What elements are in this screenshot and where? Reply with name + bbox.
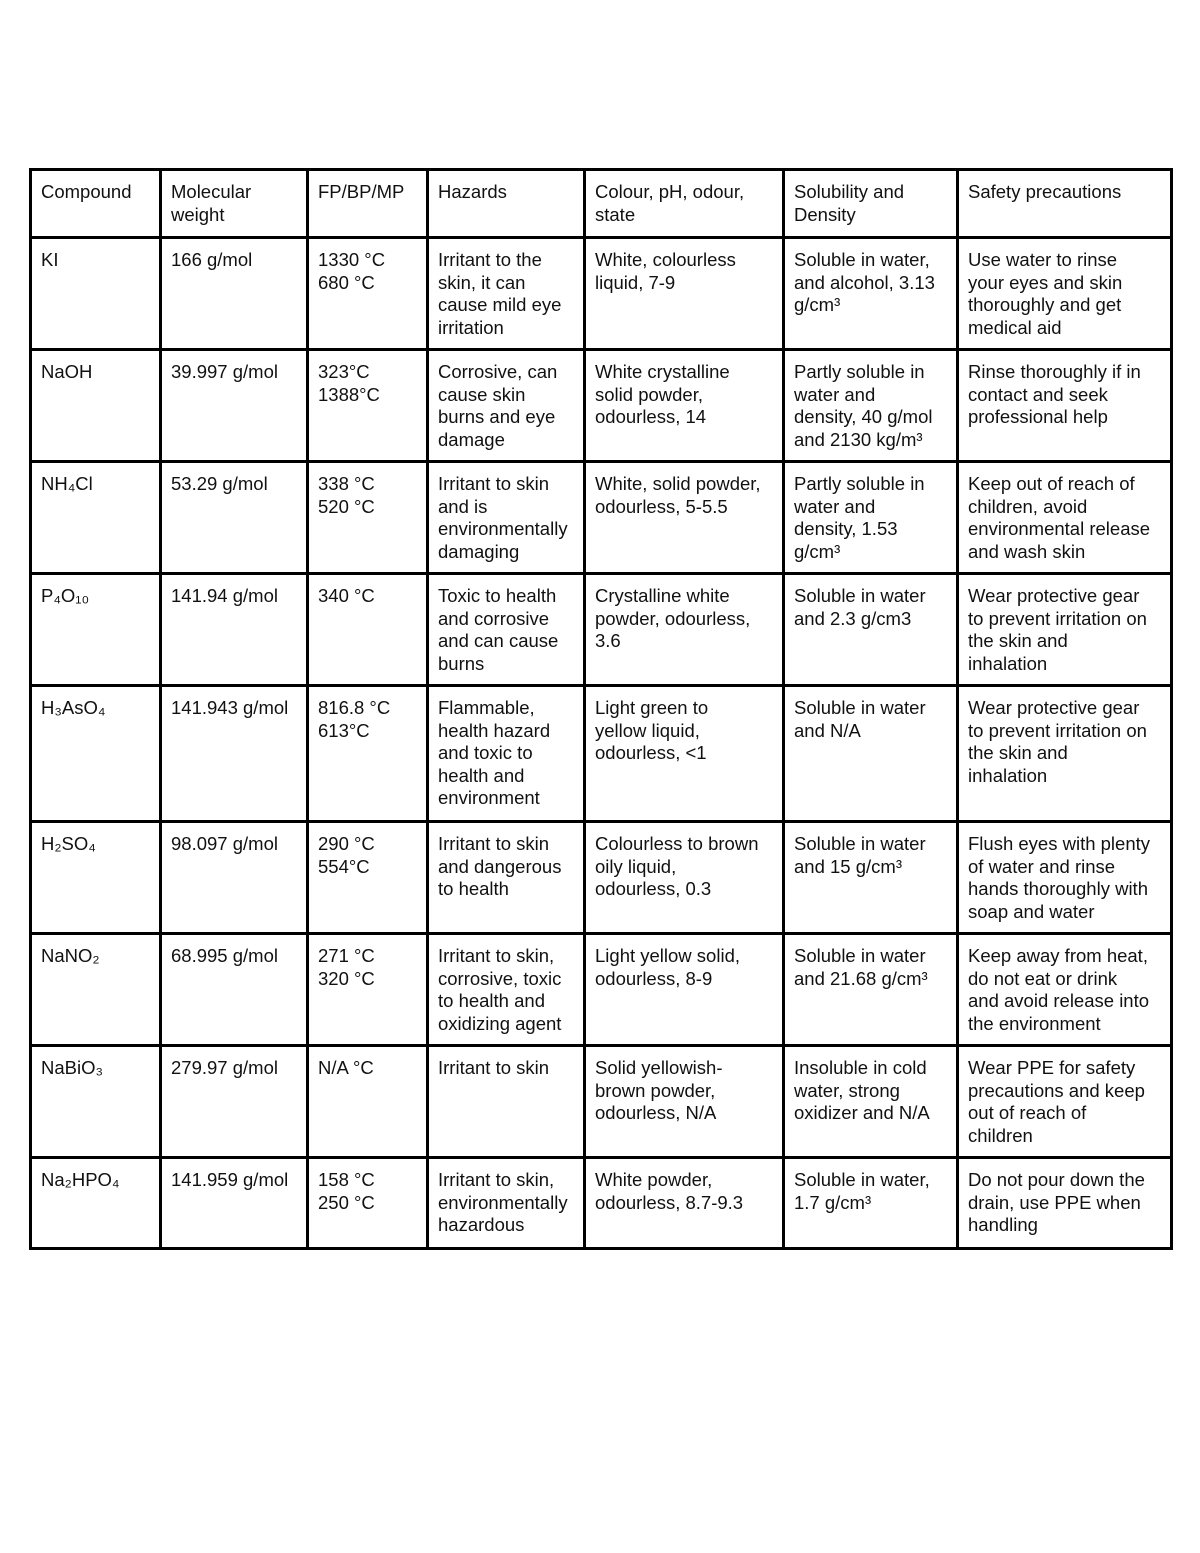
cell-fp-bp-mp: 340 °C bbox=[308, 574, 428, 686]
table-row bbox=[31, 934, 1172, 1046]
cell-colour-ph-odour-state: Light green to yellow liquid, odourless, <1 bbox=[585, 686, 784, 822]
header-compound: Compound bbox=[31, 170, 161, 238]
cell-fp-bp-mp: 290 °C 554°C bbox=[308, 822, 428, 934]
cell-compound: KI bbox=[31, 238, 161, 350]
cell-compound: H₃AsO₄ bbox=[31, 686, 161, 822]
cell-colour-ph-odour-state: Light yellow solid, odourless, 8-9 bbox=[585, 934, 784, 1046]
cell-molecular-weight: 53.29 g/mol bbox=[161, 462, 308, 574]
header-safety-precautions: Safety precautions bbox=[958, 170, 1172, 238]
cell-fp-bp-mp: 816.8 °C 613°C bbox=[308, 686, 428, 822]
cell-molecular-weight: 98.097 g/mol bbox=[161, 822, 308, 934]
cell-hazards: Toxic to health and corrosive and can cause burns bbox=[428, 574, 585, 686]
table-row bbox=[31, 1158, 1172, 1249]
table-header-row bbox=[31, 170, 1172, 238]
cell-safety-precautions: Do not pour down the drain, use PPE when handling bbox=[958, 1158, 1172, 1249]
cell-safety-precautions: Flush eyes with plenty of water and rinse hands thoroughly with soap and water bbox=[958, 822, 1172, 934]
cell-safety-precautions: Rinse thoroughly if in contact and seek professional help bbox=[958, 350, 1172, 462]
cell-compound: Na₂HPO₄ bbox=[31, 1158, 161, 1249]
cell-hazards: Irritant to skin and dangerous to health bbox=[428, 822, 585, 934]
cell-solubility-density: Soluble in water and N/A bbox=[784, 686, 958, 822]
cell-fp-bp-mp: 158 °C 250 °C bbox=[308, 1158, 428, 1249]
cell-colour-ph-odour-state: Crystalline white powder, odourless, 3.6 bbox=[585, 574, 784, 686]
cell-molecular-weight: 68.995 g/mol bbox=[161, 934, 308, 1046]
cell-fp-bp-mp: N/A °C bbox=[308, 1046, 428, 1158]
header-solubility-density: Solubility and Density bbox=[784, 170, 958, 238]
chemical-safety-table bbox=[29, 168, 1173, 1250]
cell-hazards: Corrosive, can cause skin burns and eye damage bbox=[428, 350, 585, 462]
cell-colour-ph-odour-state: Solid yellowish- brown powder, odourless, N/A bbox=[585, 1046, 784, 1158]
table-row bbox=[31, 574, 1172, 686]
header-colour-ph-odour-state: Colour, pH, odour, state bbox=[585, 170, 784, 238]
table-row bbox=[31, 350, 1172, 462]
cell-hazards: Irritant to skin, environmentally hazardous bbox=[428, 1158, 585, 1249]
cell-compound: NaNO₂ bbox=[31, 934, 161, 1046]
cell-compound: NaOH bbox=[31, 350, 161, 462]
table-row bbox=[31, 1046, 1172, 1158]
cell-solubility-density: Soluble in water and 21.68 g/cm³ bbox=[784, 934, 958, 1046]
cell-solubility-density: Soluble in water and 2.3 g/cm3 bbox=[784, 574, 958, 686]
header-hazards: Hazards bbox=[428, 170, 585, 238]
header-fp-bp-mp: FP/BP/MP bbox=[308, 170, 428, 238]
cell-compound: NaBiO₃ bbox=[31, 1046, 161, 1158]
cell-colour-ph-odour-state: White crystalline solid powder, odourless, 14 bbox=[585, 350, 784, 462]
cell-safety-precautions: Wear PPE for safety precautions and keep out of reach of children bbox=[958, 1046, 1172, 1158]
table-row bbox=[31, 462, 1172, 574]
cell-fp-bp-mp: 338 °C 520 °C bbox=[308, 462, 428, 574]
cell-solubility-density: Soluble in water and 15 g/cm³ bbox=[784, 822, 958, 934]
table-row bbox=[31, 822, 1172, 934]
cell-solubility-density: Insoluble in cold water, strong oxidizer and N/A bbox=[784, 1046, 958, 1158]
cell-solubility-density: Soluble in water, and alcohol, 3.13 g/cm³ bbox=[784, 238, 958, 350]
cell-hazards: Irritant to skin and is environmentally damaging bbox=[428, 462, 585, 574]
cell-solubility-density: Soluble in water, 1.7 g/cm³ bbox=[784, 1158, 958, 1249]
table-row bbox=[31, 686, 1172, 822]
cell-solubility-density: Partly soluble in water and density, 1.53 g/cm³ bbox=[784, 462, 958, 574]
cell-compound: NH₄Cl bbox=[31, 462, 161, 574]
cell-fp-bp-mp: 323°C 1388°C bbox=[308, 350, 428, 462]
cell-hazards: Irritant to the skin, it can cause mild eye irritation bbox=[428, 238, 585, 350]
cell-fp-bp-mp: 1330 °C 680 °C bbox=[308, 238, 428, 350]
cell-molecular-weight: 279.97 g/mol bbox=[161, 1046, 308, 1158]
cell-colour-ph-odour-state: White powder, odourless, 8.7-9.3 bbox=[585, 1158, 784, 1249]
cell-molecular-weight: 141.943 g/mol bbox=[161, 686, 308, 822]
cell-safety-precautions: Keep away from heat, do not eat or drink and avoid release into the environment bbox=[958, 934, 1172, 1046]
cell-colour-ph-odour-state: White, colourless liquid, 7-9 bbox=[585, 238, 784, 350]
cell-colour-ph-odour-state: White, solid powder, odourless, 5-5.5 bbox=[585, 462, 784, 574]
cell-molecular-weight: 141.959 g/mol bbox=[161, 1158, 308, 1249]
cell-safety-precautions: Wear protective gear to prevent irritation on the skin and inhalation bbox=[958, 574, 1172, 686]
cell-safety-precautions: Keep out of reach of children, avoid environmental release and wash skin bbox=[958, 462, 1172, 574]
cell-compound: H₂SO₄ bbox=[31, 822, 161, 934]
cell-safety-precautions: Wear protective gear to prevent irritation on the skin and inhalation bbox=[958, 686, 1172, 822]
cell-hazards: Irritant to skin bbox=[428, 1046, 585, 1158]
cell-colour-ph-odour-state: Colourless to brown oily liquid, odourless, 0.3 bbox=[585, 822, 784, 934]
cell-fp-bp-mp: 271 °C 320 °C bbox=[308, 934, 428, 1046]
cell-hazards: Flammable, health hazard and toxic to health and environment bbox=[428, 686, 585, 822]
cell-hazards: Irritant to skin, corrosive, toxic to health and oxidizing agent bbox=[428, 934, 585, 1046]
header-molecular-weight: Molecular weight bbox=[161, 170, 308, 238]
table-row bbox=[31, 238, 1172, 350]
cell-molecular-weight: 166 g/mol bbox=[161, 238, 308, 350]
cell-safety-precautions: Use water to rinse your eyes and skin thoroughly and get medical aid bbox=[958, 238, 1172, 350]
cell-compound: P₄O₁₀ bbox=[31, 574, 161, 686]
cell-solubility-density: Partly soluble in water and density, 40 g/mol and 2130 kg/m³ bbox=[784, 350, 958, 462]
cell-molecular-weight: 39.997 g/mol bbox=[161, 350, 308, 462]
cell-molecular-weight: 141.94 g/mol bbox=[161, 574, 308, 686]
